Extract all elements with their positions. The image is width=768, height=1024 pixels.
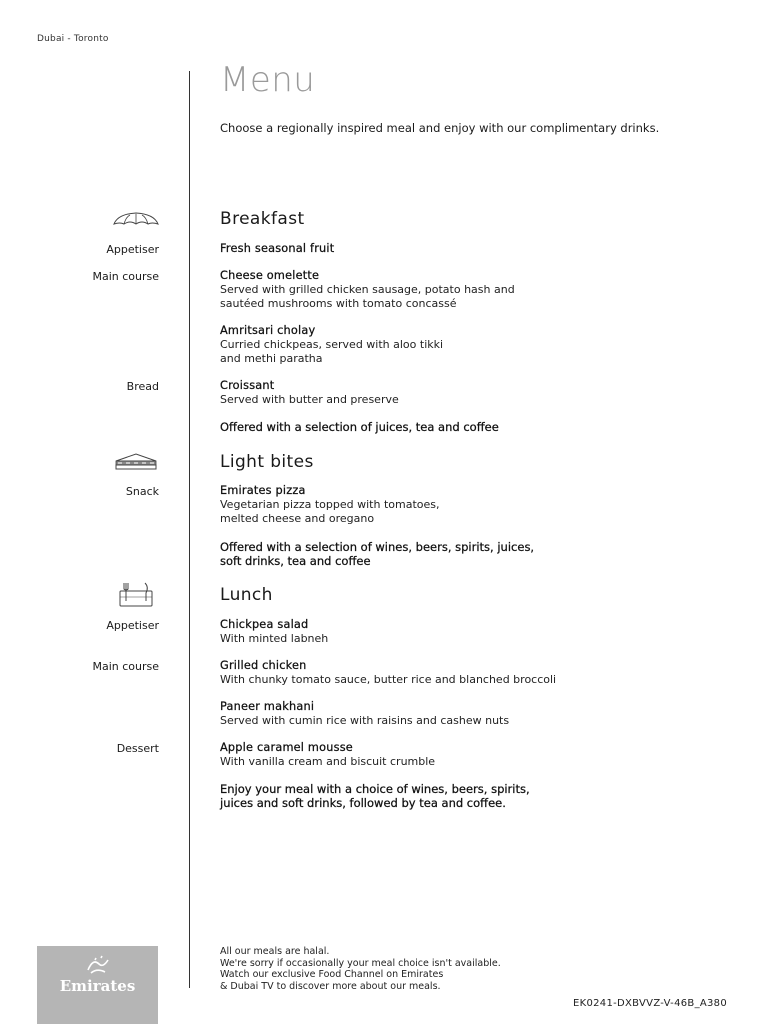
dish-description: Curried chickpeas, served with aloo tikki [220, 338, 444, 351]
section-lunch-heading: Lunch [220, 585, 273, 605]
emirates-logo [37, 946, 158, 1024]
dish-name: Fresh seasonal fruit [220, 242, 335, 255]
dish-name: Cheese omelette [220, 269, 320, 282]
breakfast-appetiser [220, 242, 700, 256]
dish-description: With chunky tomato sauce, butter rice and blanched broccoli [220, 673, 557, 686]
offer-line: soft drinks, tea and coffee [220, 554, 371, 568]
vertical-divider [189, 71, 190, 988]
route-label: Dubai - Toronto [37, 34, 109, 44]
dish-description: Served with grilled chicken sausage, potato hash and [220, 283, 515, 296]
snack-label: Snack [125, 485, 159, 498]
dish-description: sautéed mushrooms with tomato concassé [220, 297, 457, 310]
dish-name: Amritsari cholay [220, 324, 316, 337]
offer-line: Enjoy your meal with a choice of wines, beers, spirits, [220, 782, 530, 796]
dish-description: Served with cumin rice with raisins and cashew nuts [220, 714, 510, 727]
appetiser-label: Appetiser [106, 243, 159, 256]
cutlery-tray-icon [118, 581, 154, 608]
footer-line: All our meals are halal. [220, 946, 330, 957]
lunch-appetiser [220, 618, 700, 646]
intro-text: Choose a regionally inspired meal and enjoy with our complimentary drinks. [220, 121, 660, 135]
dish-description: and methi paratha [220, 352, 323, 365]
emirates-calligraphy-icon [85, 954, 111, 976]
breakfast-drinks-offer: Offered with a selection of juices, tea and coffee [220, 420, 499, 434]
section-breakfast-heading: Breakfast [220, 209, 305, 229]
dessert-label: Dessert [116, 742, 159, 755]
logo-wordmark: Emirates [59, 977, 136, 995]
light-bites-drinks-offer [220, 540, 700, 568]
breakfast-main-2 [220, 324, 700, 366]
lunch-main-1 [220, 659, 700, 687]
dish-description: melted cheese and oregano [220, 512, 375, 525]
main-course-label: Main course [92, 270, 159, 283]
footer-line: We're sorry if occasionally your meal choice isn't available. [220, 957, 501, 969]
offer-line: Offered with a selection of wines, beers, spirits, juices, [220, 540, 535, 554]
dish-description: With minted labneh [220, 632, 329, 645]
croissant-icon [112, 211, 160, 227]
dish-description: Served with butter and preserve [220, 393, 399, 406]
offer-line: juices and soft drinks, followed by tea and coffee. [220, 796, 506, 810]
sandwich-icon [112, 452, 160, 472]
main-course-label: Main course [92, 660, 159, 673]
light-bites-snack [220, 484, 700, 526]
footer-line: & Dubai TV to discover more about our meals. [220, 980, 441, 992]
section-light-bites-heading: Light bites [220, 452, 314, 472]
dish-name: Paneer makhani [220, 700, 315, 713]
dish-name: Croissant [220, 379, 275, 392]
breakfast-main-1 [220, 269, 700, 311]
footer-notes [220, 946, 620, 992]
lunch-dessert [220, 741, 700, 769]
footer-line: Watch our exclusive Food Channel on Emirates [220, 969, 444, 980]
dish-name: Grilled chicken [220, 659, 307, 672]
dish-name: Apple caramel mousse [220, 741, 353, 754]
dish-name: Emirates pizza [220, 484, 306, 497]
lunch-main-2 [220, 700, 700, 728]
page-title: Menu [220, 60, 316, 100]
dish-description: Vegetarian pizza topped with tomatoes, [220, 498, 440, 511]
lunch-drinks-offer [220, 782, 700, 810]
breakfast-bread [220, 379, 700, 407]
dish-description: With vanilla cream and biscuit crumble [220, 755, 436, 768]
dish-name: Chickpea salad [220, 618, 309, 631]
appetiser-label: Appetiser [106, 619, 159, 632]
bread-label: Bread [126, 380, 159, 393]
menu-code: EK0241-DXBVVZ-V-46B_A380 [573, 998, 727, 1009]
